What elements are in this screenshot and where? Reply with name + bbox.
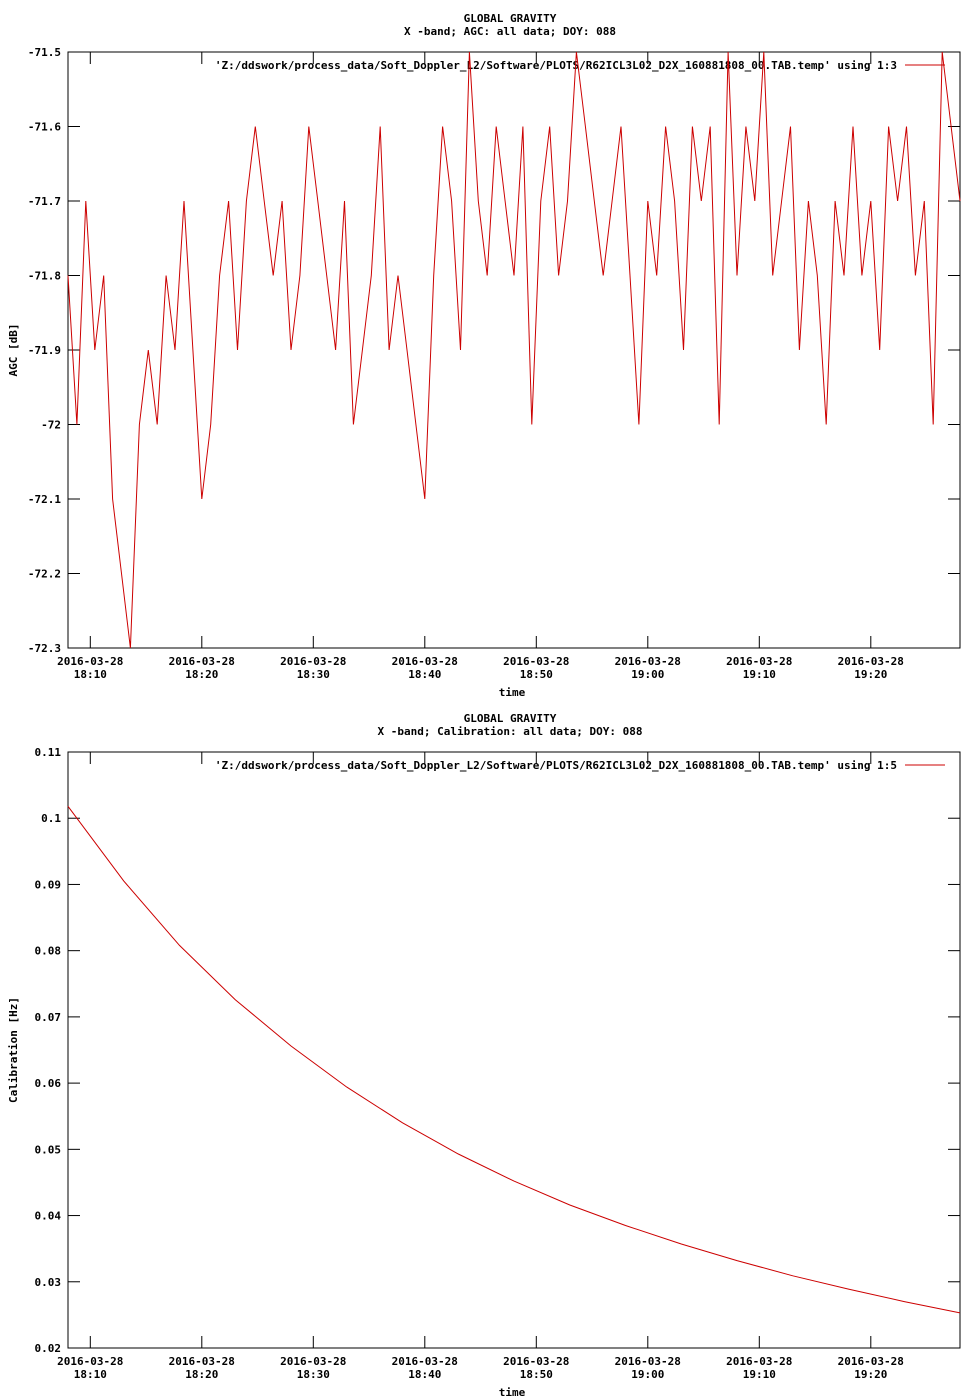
y-tick-label: -71.5	[27, 46, 61, 59]
x-tick-date-label: 2016-03-28	[503, 655, 570, 668]
chart-1-title: GLOBAL GRAVITY	[463, 12, 557, 25]
data-series-line	[68, 52, 960, 648]
x-tick-time-label: 19:20	[854, 1368, 888, 1381]
chart-2-y-axis-label: Calibration [Hz]	[7, 997, 20, 1103]
x-tick-time-label: 18:30	[296, 668, 330, 681]
plot-border	[68, 752, 960, 1348]
x-tick-time-label: 18:40	[408, 1368, 442, 1381]
y-tick-label: 0.11	[34, 746, 61, 759]
x-tick-time-label: 18:10	[73, 1368, 107, 1381]
x-tick-time-label: 19:10	[742, 1368, 776, 1381]
chart-2-subtitle: X -band; Calibration: all data; DOY: 088	[377, 725, 643, 738]
x-tick-date-label: 2016-03-28	[391, 1355, 458, 1368]
y-tick-label: -71.6	[27, 120, 61, 134]
chart-2-title: GLOBAL GRAVITY	[463, 712, 557, 725]
plot-border	[68, 52, 960, 648]
y-tick-label: 0.02	[34, 1342, 61, 1355]
x-tick-time-label: 19:20	[854, 668, 888, 681]
x-tick-date-label: 2016-03-28	[614, 1355, 681, 1368]
x-tick-time-label: 18:30	[296, 1368, 330, 1381]
y-tick-label: -72.2	[27, 567, 61, 581]
chart-2-legend-label: 'Z:/ddswork/process_data/Soft_Doppler_L2/Software/PLOTS/R62ICL3L02_D2X_160881808_00.TAB.temp' using 1:5	[214, 759, 897, 772]
x-tick-date-label: 2016-03-28	[503, 1355, 570, 1368]
chart-2-x-axis-label: time	[498, 1386, 526, 1399]
chart-1-legend-label: 'Z:/ddswork/process_data/Soft_Doppler_L2/Software/PLOTS/R62ICL3L02_D2X_160881808_00.TAB.temp' using 1:3	[214, 59, 897, 72]
x-tick-date-label: 2016-03-28	[280, 655, 347, 668]
y-tick-label: 0.05	[34, 1143, 61, 1157]
chart-2-plot-area	[35, 746, 961, 1381]
chart-1	[7, 12, 960, 699]
x-tick-time-label: 18:20	[185, 668, 219, 681]
x-tick-time-label: 19:00	[631, 1368, 665, 1381]
x-tick-date-label: 2016-03-28	[57, 655, 124, 668]
x-tick-time-label: 18:20	[185, 1368, 219, 1381]
x-tick-time-label: 18:10	[73, 668, 107, 681]
x-tick-time-label: 18:40	[408, 668, 442, 681]
x-tick-date-label: 2016-03-28	[726, 1355, 793, 1368]
chart-2	[7, 712, 960, 1399]
x-tick-time-label: 18:50	[519, 1368, 553, 1381]
chart-1-x-axis-label: time	[498, 686, 526, 699]
x-tick-time-label: 19:10	[742, 668, 776, 681]
y-tick-label: 0.04	[34, 1209, 61, 1223]
y-tick-label: -71.9	[27, 344, 61, 357]
x-tick-time-label: 18:50	[519, 668, 553, 681]
chart-1-subtitle: X -band; AGC: all data; DOY: 088	[404, 25, 616, 38]
y-tick-label: 0.06	[34, 1077, 61, 1091]
y-tick-label: -71.7	[27, 195, 61, 208]
x-tick-date-label: 2016-03-28	[168, 655, 235, 668]
y-tick-label: 0.08	[34, 944, 61, 958]
chart-1-y-axis-label: AGC [dB]	[7, 323, 20, 377]
y-tick-label: 0.03	[34, 1275, 61, 1289]
x-tick-date-label: 2016-03-28	[280, 1355, 347, 1368]
x-tick-date-label: 2016-03-28	[837, 655, 904, 668]
y-tick-label: 0.1	[41, 812, 61, 826]
chart-1-plot-area	[28, 46, 960, 681]
y-tick-label: -72	[41, 418, 61, 432]
x-tick-date-label: 2016-03-28	[726, 655, 793, 668]
x-tick-time-label: 19:00	[631, 668, 665, 681]
y-tick-label: -72.1	[27, 493, 61, 506]
x-tick-date-label: 2016-03-28	[614, 655, 681, 668]
y-tick-label: 0.09	[34, 878, 61, 892]
x-tick-date-label: 2016-03-28	[837, 1355, 904, 1368]
y-tick-label: -71.8	[27, 269, 61, 283]
y-tick-label: 0.07	[34, 1010, 61, 1024]
y-tick-label: -72.3	[27, 642, 61, 655]
data-series-line	[68, 806, 960, 1313]
x-tick-date-label: 2016-03-28	[391, 655, 458, 668]
x-tick-date-label: 2016-03-28	[168, 1355, 235, 1368]
x-tick-date-label: 2016-03-28	[57, 1355, 124, 1368]
